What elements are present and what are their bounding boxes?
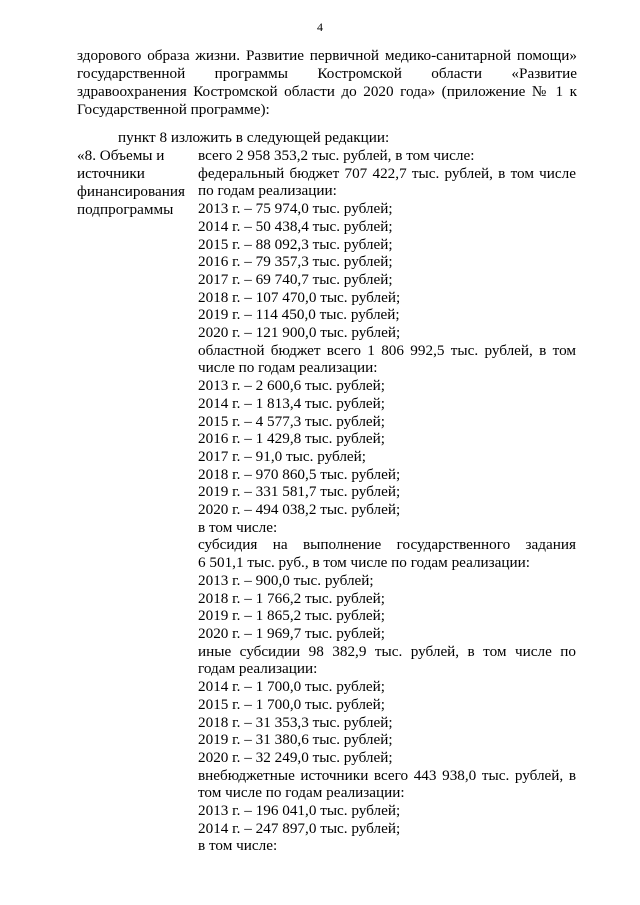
funding-line: областной бюджет всего 1 806 992,5 тыс. рублей, в том — [198, 341, 576, 359]
funding-line: числе по годам реализации: — [198, 359, 378, 377]
funding-details — [198, 147, 576, 855]
funding-line: федеральный бюджет 707 422,7 тыс. рублей, в том числе — [198, 164, 576, 182]
label-line: подпрограммы — [77, 201, 174, 218]
funding-line: годам реализации: — [198, 660, 318, 678]
funding-line: 2019 г. – 331 581,7 тыс. рублей; — [198, 483, 401, 501]
funding-line: 2020 г. – 1 969,7 тыс. рублей; — [198, 624, 386, 642]
funding-line: 2018 г. – 107 470,0 тыс. рублей; — [198, 288, 401, 306]
funding-line: 2017 г. – 91,0 тыс. рублей; — [198, 447, 367, 465]
intro-line: государственной программы Костромской области «Развитие — [77, 65, 577, 82]
funding-line: 2014 г. – 1 700,0 тыс. рублей; — [198, 678, 386, 696]
funding-line: 2015 г. – 1 700,0 тыс. рублей; — [198, 695, 386, 713]
funding-line: том числе по годам реализации: — [198, 784, 405, 802]
funding-line: 2015 г. – 4 577,3 тыс. рублей; — [198, 412, 386, 430]
funding-line: 6 501,1 тыс. руб., в том числе по годам реализации: — [198, 554, 531, 572]
funding-line: 2017 г. – 69 740,7 тыс. рублей; — [198, 270, 393, 288]
funding-line: 2016 г. – 1 429,8 тыс. рублей; — [198, 430, 386, 448]
funding-line: 2018 г. – 1 766,2 тыс. рублей; — [198, 589, 386, 607]
funding-line: в том числе: — [198, 518, 278, 536]
funding-line: 2020 г. – 32 249,0 тыс. рублей; — [198, 748, 393, 766]
funding-line: по годам реализации: — [198, 182, 337, 200]
intro-paragraph — [77, 47, 577, 119]
funding-line: 2016 г. – 79 357,3 тыс. рублей; — [198, 253, 393, 271]
funding-line: 2013 г. – 75 974,0 тыс. рублей; — [198, 200, 393, 218]
page-number: 4 — [317, 20, 323, 34]
funding-line: 2014 г. – 1 813,4 тыс. рублей; — [198, 394, 386, 412]
label-line: финансирования — [77, 183, 185, 200]
funding-line: 2014 г. – 247 897,0 тыс. рублей; — [198, 819, 401, 837]
funding-line: 2018 г. – 31 353,3 тыс. рублей; — [198, 713, 393, 731]
funding-line: 2013 г. – 2 600,6 тыс. рублей; — [198, 377, 386, 395]
funding-line: в том числе: — [198, 837, 278, 855]
funding-line: субсидия на выполнение государственного задания — [198, 536, 576, 554]
label-line: источники — [77, 165, 145, 182]
funding-line: внебюджетные источники всего 443 938,0 тыс. рублей, в — [198, 766, 576, 784]
funding-line: 2015 г. – 88 092,3 тыс. рублей; — [198, 235, 393, 253]
instruction-line: пункт 8 изложить в следующей редакции: — [118, 129, 390, 146]
funding-line: всего 2 958 353,2 тыс. рублей, в том числе: — [198, 147, 475, 164]
funding-line: иные субсидии 98 382,9 тыс. рублей, в том числе по — [198, 642, 576, 660]
funding-line: 2018 г. – 970 860,5 тыс. рублей; — [198, 465, 401, 483]
funding-line: 2014 г. – 50 438,4 тыс. рублей; — [198, 217, 393, 235]
intro-line: Государственной программе): — [77, 101, 270, 118]
funding-line: 2019 г. – 1 865,2 тыс. рублей; — [198, 607, 386, 625]
funding-line: 2020 г. – 121 900,0 тыс. рублей; — [198, 324, 401, 342]
funding-line: 2013 г. – 196 041,0 тыс. рублей; — [198, 802, 401, 820]
funding-line: 2019 г. – 114 450,0 тыс. рублей; — [198, 306, 400, 324]
funding-line: 2020 г. – 494 038,2 тыс. рублей; — [198, 501, 401, 519]
label-line: «8. Объемы и — [77, 147, 165, 164]
intro-line: здравоохранения Костромской области до 2020 года» (приложение № 1 к — [77, 83, 577, 100]
section-label — [77, 147, 189, 219]
funding-line: 2019 г. – 31 380,6 тыс. рублей; — [198, 731, 393, 749]
funding-line: 2013 г. – 900,0 тыс. рублей; — [198, 571, 374, 589]
intro-line: здорового образа жизни. Развитие первичной медико-санитарной помощи» — [77, 47, 577, 64]
